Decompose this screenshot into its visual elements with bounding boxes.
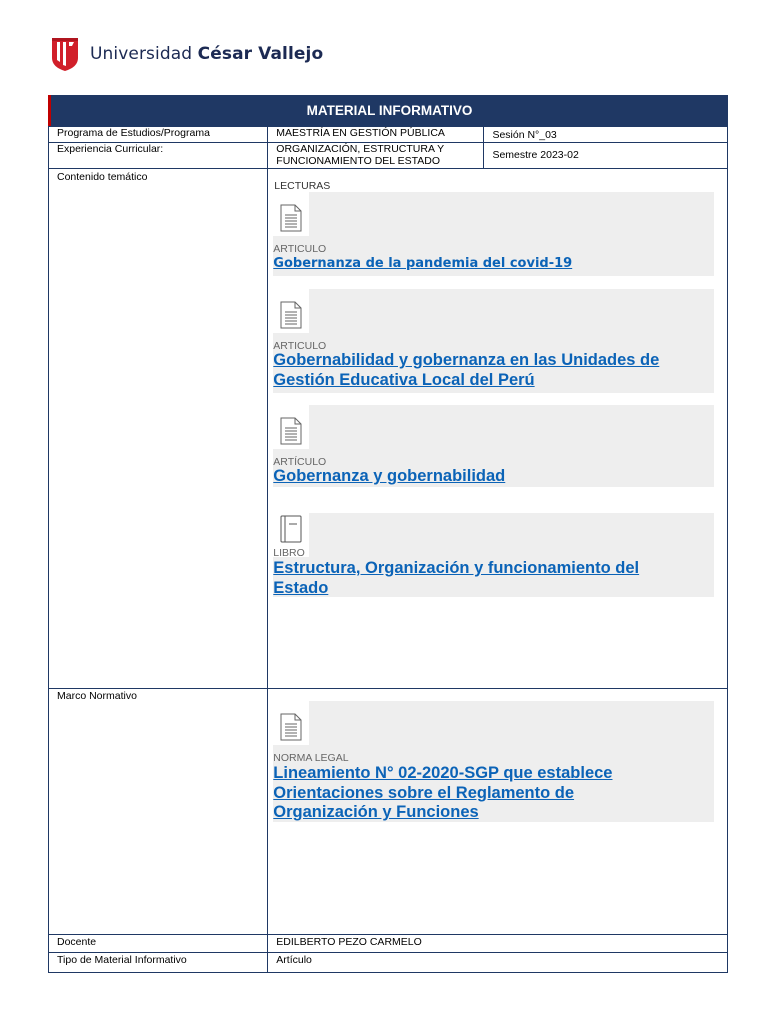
- contenido-label: Contenido temático: [49, 169, 268, 689]
- programa-value: MAESTRÍA EN GESTIÓN PÚBLICA: [268, 127, 484, 143]
- document-icon: [280, 713, 302, 741]
- marco-label: Marco Normativo: [49, 689, 268, 935]
- reading-link[interactable]: Gobernanza de la pandemia del covid-19: [273, 256, 573, 271]
- table-row-marco: [49, 689, 728, 935]
- university-logo: [50, 35, 323, 73]
- reading-card[interactable]: [273, 192, 714, 276]
- reading-category: LIBRO: [273, 547, 305, 559]
- material-table: [48, 126, 728, 973]
- reading-card[interactable]: [273, 289, 714, 393]
- reading-category: ARTICULO: [273, 243, 327, 255]
- docente-value: EDILBERTO PEZO CARMELO: [268, 935, 728, 953]
- tipo-value: Artículo: [268, 953, 728, 973]
- university-name: Universidad César Vallejo: [90, 44, 324, 64]
- experiencia-label: Experiencia Curricular:: [49, 143, 268, 169]
- norm-category: NORMA LEGAL: [273, 752, 349, 764]
- reading-link[interactable]: Estructura, Organización y funcionamiento del Estado: [273, 559, 640, 597]
- book-icon: [280, 515, 302, 543]
- document-icon: [280, 417, 302, 445]
- tipo-label: Tipo de Material Informativo: [49, 953, 268, 973]
- marco-cell: [268, 689, 728, 935]
- contenido-cell: [268, 169, 728, 689]
- document-icon: [280, 204, 302, 232]
- table-row-experiencia: [49, 143, 728, 169]
- table-row-programa: [49, 127, 728, 143]
- document-icon: [280, 301, 302, 329]
- semestre-value: Semestre 2023-02: [484, 143, 728, 169]
- table-row-docente: [49, 935, 728, 953]
- table-row-contenido: [49, 169, 728, 689]
- sesion-value: Sesión N°_03: [484, 127, 728, 143]
- lecturas-heading: LECTURAS: [274, 180, 331, 192]
- reading-card[interactable]: [273, 513, 714, 597]
- reading-link[interactable]: Gobernabilidad y gobernanza en las Unidades de Gestión Educativa Local del Perú: [273, 351, 660, 389]
- docente-label: Docente: [49, 935, 268, 953]
- experiencia-value: ORGANIZACIÓN, ESTRUCTURA Y FUNCIONAMIENTO DEL ESTADO: [268, 143, 484, 169]
- programa-label: Programa de Estudios/Programa: [49, 127, 268, 143]
- table-row-tipo: [49, 953, 728, 973]
- reading-category: ARTÍCULO: [273, 456, 327, 468]
- reading-link[interactable]: Gobernanza y gobernabilidad: [273, 467, 506, 485]
- norm-link[interactable]: Lineamiento N° 02-2020-SGP que establece Orientaciones sobre el Reglamento de Organización y Funciones: [273, 764, 613, 821]
- reading-card[interactable]: [273, 405, 714, 487]
- page-title: MATERIAL INFORMATIVO: [48, 95, 728, 126]
- university-shield-icon: [50, 36, 80, 72]
- reading-category: ARTICULO: [273, 340, 327, 352]
- norm-card[interactable]: [273, 701, 714, 822]
